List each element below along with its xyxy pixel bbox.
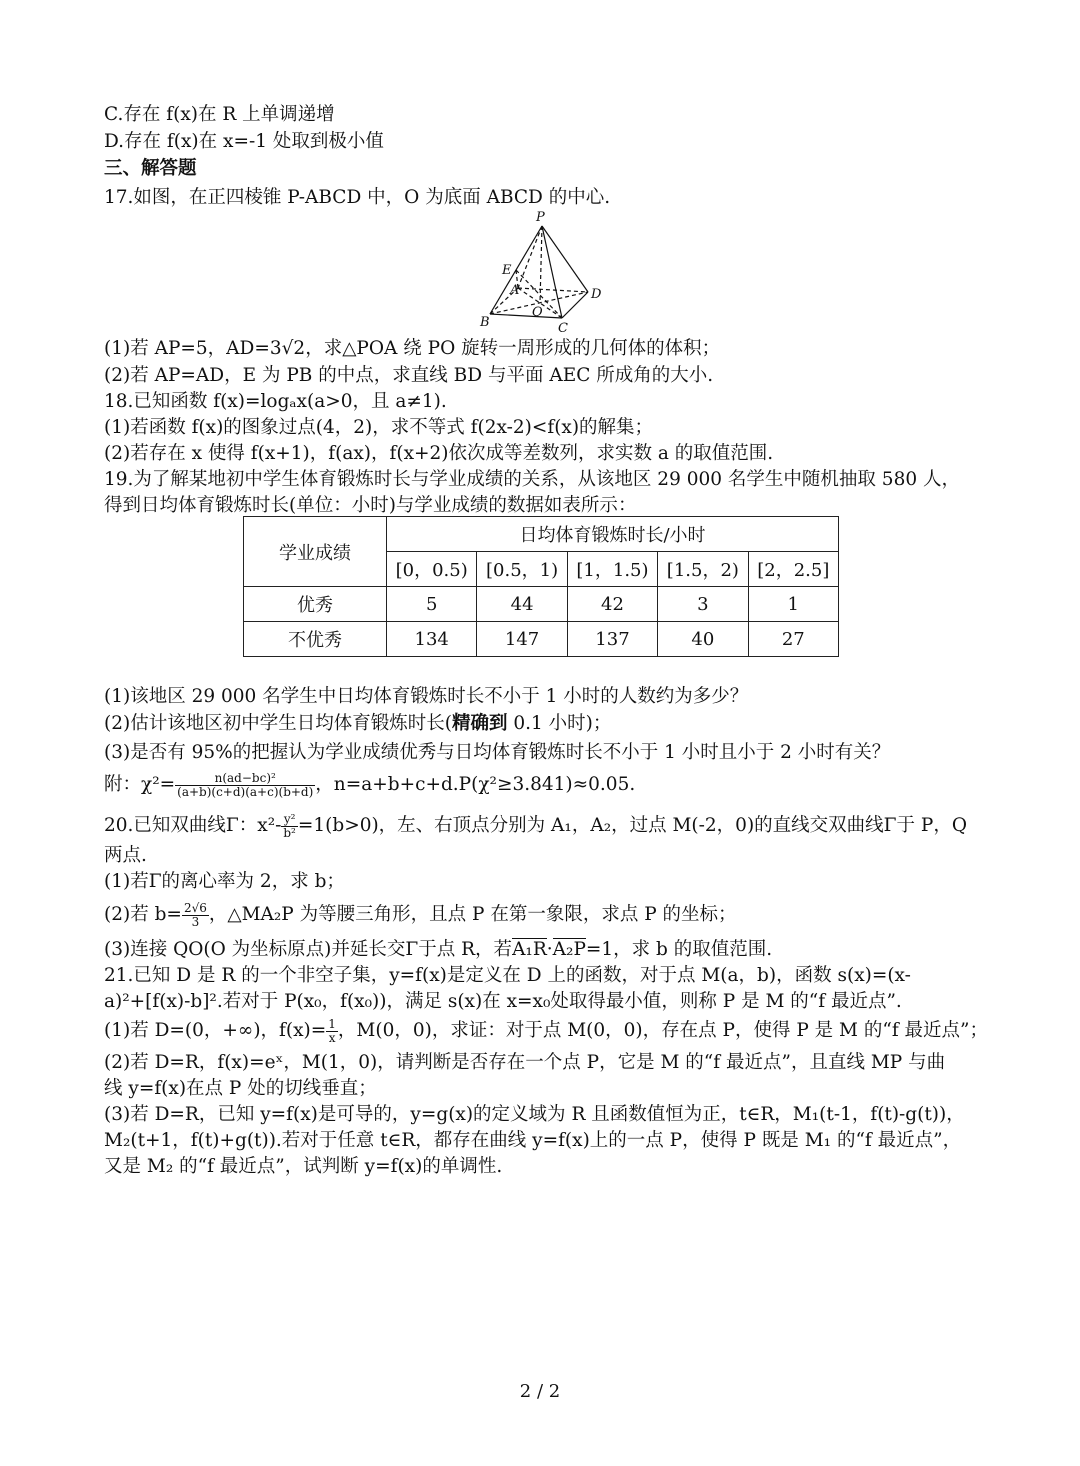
q20-stem-tail: =1(b>0)，左、右顶点分别为 A₁，A₂，过点 M(-2，0)的直线交双曲线Γ于 P，Q <box>297 815 967 836</box>
table-cell: 27 <box>748 622 838 657</box>
q21-part1-lead: (1)若 D=(0，+∞)，f(x)= <box>104 1020 327 1041</box>
option-c: C.存在 f(x)在 R 上单调递增 <box>104 104 335 125</box>
fraction-numerator: 1 <box>328 1016 336 1031</box>
q21-part3-1: (3)若 D=R，已知 y=f(x)是可导的，y=g(x)的定义域为 R 且函数值恒为正，t∈R，M₁(t-1，f(t)-g(t))， <box>104 1104 965 1125</box>
option-d: D.存在 f(x)在 x=-1 处取到极小值 <box>104 131 384 152</box>
edge-pb <box>490 226 542 314</box>
label-p: P <box>536 210 545 225</box>
table-interval: [1.5，2) <box>658 552 748 587</box>
q20-stem <box>104 810 984 842</box>
section-heading: 三、解答题 <box>104 158 197 179</box>
edge-bc <box>490 314 562 318</box>
fraction-numerator: 2√6 <box>183 900 207 915</box>
q20-part3-lead: (3)连接 QO(O 为坐标原点)并延长交Γ于点 R，若 <box>104 939 513 960</box>
edge-pa <box>518 226 542 288</box>
q17-stem: 17.如图，在正四棱锥 P-ABCD 中，O 为底面 ABCD 的中心. <box>104 187 611 208</box>
table-interval: [2，2.5] <box>748 552 838 587</box>
q20-part2-tail: ，△MA₂P 为等腰三角形，且点 P 在第一象限，求点 P 的坐标； <box>208 904 737 925</box>
q20-part2-lead: (2)若 b= <box>104 904 182 925</box>
q19-stem-2: 得到日均体育锻炼时长(单位：小时)与学业成绩的数据如表所示： <box>104 495 637 516</box>
q18-part2: (2)若存在 x 使得 f(x+1)，f(ax)，f(x+2)依次成等差数列，求实数 a 的取值范围. <box>104 443 774 464</box>
q20-stem-lead: 20.已知双曲线Γ：x²- <box>104 815 282 836</box>
q21-part1 <box>104 1014 989 1048</box>
formula-tail: ，n=a+b+c+d.P(χ²≥3.841)≈0.05. <box>315 774 636 795</box>
q19-part2 <box>104 711 984 737</box>
vector-a2p: A₂P <box>552 939 586 960</box>
fraction-denominator: 3 <box>191 914 200 929</box>
reciprocal-fraction <box>326 1018 338 1045</box>
q21-part2-2: 线 y=f(x)在点 P 处的切线垂直； <box>104 1078 377 1099</box>
q21-part3-3: 又是 M₂ 的“f 最近点”，试判断 y=f(x)的单调性. <box>104 1156 503 1177</box>
table-cell: 1 <box>748 587 838 622</box>
q20-part1: (1)若Γ的离心率为 2，求 b； <box>104 871 345 892</box>
q20-part3 <box>104 937 984 963</box>
table-row-label: 不优秀 <box>244 622 387 657</box>
page-number: 2 / 2 <box>519 1381 561 1402</box>
label-d: D <box>591 287 602 302</box>
q17-part1: (1)若 AP=5，AD=3√2，求△POA 绕 PO 旋转一周形成的几何体的体积； <box>104 338 721 359</box>
q21-stem-2: a)²+[f(x)-b]².若对于 P(x₀，f(x₀))，满足 s(x)在 x=x₀处取得最小值，则称 P 是 M 的“f 最近点”. <box>104 991 902 1012</box>
q19-part3: (3)是否有 95%的把握认为学业成绩优秀与日均体育锻炼时长不小于 1 小时且小于 2 小时有关？ <box>104 742 891 763</box>
table-interval: [0，0.5) <box>387 552 477 587</box>
fraction-numerator: n(ad−bc)² <box>175 772 315 786</box>
q18-stem: 18.已知函数 f(x)=logₐx(a>0，且 a≠1). <box>104 391 447 412</box>
q20-stem-2: 两点. <box>104 845 147 866</box>
table-interval: [0.5，1) <box>477 552 567 587</box>
fraction-denominator: (a+b)(c+d)(a+c)(b+d) <box>177 784 314 799</box>
table-row-header: 学业成绩 <box>244 517 387 587</box>
chi-square-fraction <box>175 772 315 799</box>
label-a: A <box>510 283 520 298</box>
fraction-numerator: y² <box>281 813 298 827</box>
label-c: C <box>558 321 568 336</box>
label-o: O <box>532 305 543 320</box>
table-cell: 42 <box>567 587 657 622</box>
q19-part2-bold: 精确到 <box>451 713 508 734</box>
q20-part3-tail: =1，求 b 的取值范围. <box>585 939 773 960</box>
q19-part1: (1)该地区 29 000 名学生中日均体育锻炼时长不小于 1 小时的人数约为多少？ <box>104 686 749 707</box>
q21-stem-1: 21.已知 D 是 R 的一个非空子集，y=f(x)是定义在 D 上的函数，对于点 M(a，b)，函数 s(x)=(x- <box>104 965 911 986</box>
table-cell: 137 <box>567 622 657 657</box>
b-value-fraction <box>182 902 209 929</box>
table-row <box>244 587 839 622</box>
q20-part2 <box>104 898 984 932</box>
q18-part1: (1)若函数 f(x)的图象过点(4，2)，求不等式 f(2x-2)<f(x)的解集； <box>104 417 654 438</box>
fraction-denominator: b² <box>283 825 296 840</box>
table-cell: 147 <box>477 622 567 657</box>
q21-part1-tail: ，M(0，0)，求证：对于点 M(0，0)，存在点 P，使得 P 是 M 的“f 最近点”； <box>337 1020 989 1041</box>
edge-cd <box>562 292 588 318</box>
table-row <box>244 622 839 657</box>
q19-part2-tail: 0.1 小时)； <box>507 713 612 734</box>
label-e: E <box>502 263 512 278</box>
edge-po <box>540 226 542 303</box>
table-row-label: 优秀 <box>244 587 387 622</box>
table-cell: 44 <box>477 587 567 622</box>
q21-part2-1: (2)若 D=R，f(x)=eˣ，M(1，0)，请判断是否存在一个点 P，它是 M 的“f 最近点”，且直线 MP 与曲 <box>104 1052 946 1073</box>
formula-note <box>104 768 984 802</box>
table-cell: 134 <box>387 622 477 657</box>
table-cell: 40 <box>658 622 748 657</box>
q19-stem-1: 19.为了解某地初中学生体育锻炼时长与学业成绩的关系，从该地区 29 000 名学生中随机抽取 580 人， <box>104 469 960 490</box>
table-interval: [1，1.5) <box>567 552 657 587</box>
q17-part2: (2)若 AP=AD，E 为 PB 的中点，求直线 BD 与平面 AEC 所成角的大小. <box>104 365 714 386</box>
vector-a1r: A₁R <box>512 939 547 960</box>
edge-ad <box>518 288 588 292</box>
table-group-header: 日均体育锻炼时长/小时 <box>387 517 839 552</box>
table-cell: 3 <box>658 587 748 622</box>
formula-lead: 附：χ²= <box>104 774 176 795</box>
pyramid-figure <box>470 206 620 336</box>
table-cell: 5 <box>387 587 477 622</box>
q21-part3-2: M₂(t+1，f(t)+g(t)).若对于任意 t∈R，都存在曲线 y=f(x)上的一点 P，使得 P 既是 M₁ 的“f 最近点”， <box>104 1130 962 1151</box>
label-b: B <box>480 315 490 330</box>
dot-operator: · <box>546 939 553 960</box>
data-table <box>243 516 839 657</box>
hyperbola-fraction <box>281 813 298 840</box>
fraction-denominator: x <box>328 1030 336 1045</box>
q19-part2-text: (2)估计该地区初中学生日均体育锻炼时长( <box>104 713 452 734</box>
